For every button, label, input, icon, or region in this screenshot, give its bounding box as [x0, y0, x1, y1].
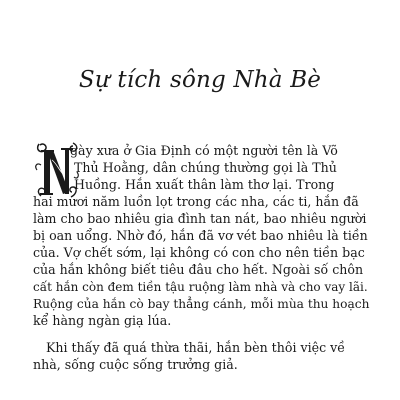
text-line: kể hàng ngàn giạ lúa.: [33, 313, 172, 328]
text-line: của hắn không biết tiêu đâu cho hết. Ngoài số chôn: [33, 262, 364, 277]
text-line: Huồng. Hắn xuất thân làm thơ lại. Trong: [74, 177, 335, 192]
text-line: bị oan uổng. Nhờ đó, hắn đã vơ vét bao nhiêu là tiền: [33, 228, 368, 243]
text-line: Khi thấy đã quá thừa thãi, hắn bèn thôi việc về: [46, 340, 345, 355]
text-line: gày xưa ở Gia Định có một người tên là Võ: [70, 143, 338, 158]
text-line: làm cho bao nhiêu gia đình tan nát, bao nhiêu người: [33, 211, 367, 226]
text-line: Thủ Hoằng, dân chúng thường gọi là Thủ: [74, 160, 337, 175]
story-title: Sự tích sông Nhà Bè: [78, 67, 322, 93]
text-line: Ruộng của hắn cò bay thẳng cánh, mỗi mùa thu hoạch: [33, 297, 370, 311]
text-line: cất hắn còn đem tiền tậu ruộng làm nhà và cho vay lãi.: [33, 280, 368, 294]
text-line: của. Vợ chết sớm, lại không có con cho nên tiền bạc: [33, 245, 365, 260]
text-line: nhà, sống cuộc sống trưởng giả.: [33, 357, 238, 372]
text-line: hai mươi năm luồn lọt trong các nha, các ti, hắn đã: [33, 194, 359, 209]
